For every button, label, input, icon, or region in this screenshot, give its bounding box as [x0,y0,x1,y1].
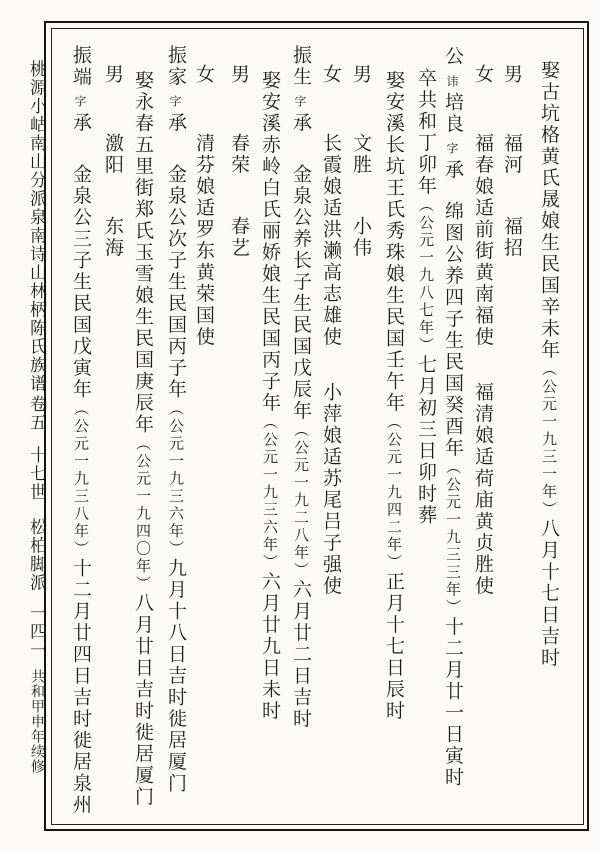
birth-date: 十二月廿一日寅时 [442,616,463,789]
marriage-text: 娶永春五里街郑氏玉雪娘生民国庚辰年 [132,70,153,436]
son-name: 春荣 [228,132,249,176]
sons-label: 男 [501,64,522,86]
marriage-text: 娶安溪长坑王氏秀珠娘生民国壬午年 [383,70,404,414]
courtesy-name: 承 [290,112,311,134]
gregorian-year: （公元一九三六年） [167,400,183,558]
lineage-text: 金泉公三子生民国戊寅年 [70,164,91,401]
courtesy-marker: 字 [293,95,307,110]
given-name: 振家 [165,45,186,88]
spine-generation: 十七世 [27,446,46,502]
col-zhenjia-sons [101,64,123,259]
son-name: 文胜 [350,132,371,176]
col-zhenjia-header [164,45,186,795]
gregorian-year: （公元一九二八年） [292,422,308,580]
son-name: 小伟 [350,215,371,259]
spine-edition: 共和甲申年续修 [29,669,44,774]
col-zhensheng-daughters [192,64,214,348]
spine-branch: 松柏脚派 [27,517,46,592]
sons-label: 男 [102,64,123,86]
marriage-date: 八月十七日吉时 [538,518,559,669]
son-name: 福河 [501,132,522,176]
courtesy-name: 承 [70,112,91,134]
given-name: 培良 [442,92,463,135]
gregorian-year: （公元一九四〇年） [134,435,150,593]
sons-label: 男 [350,64,371,86]
daughter-line: 福春娘适前街黄南福使 [472,132,493,348]
birth-date: 九月十八日吉时徙居厦门 [165,558,186,795]
col-continued-sons [500,64,522,259]
marriage-date: 正月十七日辰时 [383,571,404,722]
lineage-text: 金泉公养长子生民国戊辰年 [290,164,311,422]
col-continued-daughters [471,64,493,597]
daughter-line: 小萍娘适苏尾吕子强使 [320,381,341,597]
son-name: 东海 [102,215,123,259]
son-name: 福招 [501,215,522,259]
courtesy-marker: 字 [73,95,87,110]
birth-date: 六月廿二日吉时 [290,579,311,730]
courtesy-marker: 字 [168,95,182,110]
col-peiliang-death [414,68,436,527]
death-date: 七月初三日卯时葬 [415,354,436,527]
col-peiliang-header [441,46,463,789]
gregorian-year: （公元一九三八年） [72,400,88,558]
daughters-label: 女 [472,64,493,86]
daughters-label: 女 [320,64,341,86]
gregorian-year: （公元一九八七年） [417,197,433,355]
gregorian-year: （公元一九三六年） [261,414,277,572]
gregorian-year: （公元一九三一年） [540,361,556,519]
marriage-date: 八月廿日吉时徙居厦门 [132,593,153,808]
col-peiliang-sons [349,64,371,259]
lineage-text: 金泉公次子生民国丙子年 [165,164,186,401]
son-name: 春艺 [228,215,249,259]
spine-volume: 卷五 [27,395,46,432]
lineage-text: 绵图公养四子生民国癸酉年 [442,201,463,459]
col-continued-marriage [537,60,559,669]
sons-label: 男 [228,64,249,86]
col-zhensheng-sons [227,64,249,259]
daughters-label: 女 [193,64,214,86]
son-name: 激阳 [102,132,123,176]
marriage-text: 娶古坑格黄氏晟娘生民国辛未年 [538,60,559,361]
spine-title: 桃源小岵南山分派泉南诗山林柄陈氏族谱 [27,60,46,393]
marriage-text: 娶安溪赤岭白氏丽娇娘生民国丙子年 [259,70,280,414]
gregorian-year: （公元一九四二年） [385,414,401,572]
taboo-marker: 讳 [445,74,459,89]
marriage-date: 六月廿九日未时 [259,571,280,722]
col-zhensheng-header [289,45,311,730]
col-peiliang-daughters [319,64,341,597]
courtesy-name: 承 [442,159,463,181]
col-zhenjia-marriage [131,70,153,808]
daughter-line: 福清娘适荷庙黄贞胜使 [472,381,493,597]
daughter-line: 长霞娘适洪濑高志雄使 [320,132,341,348]
honorific: 公 [442,46,463,68]
given-name: 振生 [290,45,311,88]
col-zhensheng-marriage [258,70,280,722]
death-text: 卒共和丁卯年 [415,68,436,197]
spine-page-number: 一四一 [27,603,46,659]
daughter-line: 清芬娘适罗东黄荣国使 [193,132,214,348]
gregorian-year: （公元一九三三年） [444,459,460,617]
birth-date: 十二月廿四日吉时徙居泉州 [70,558,91,816]
given-name: 振端 [70,45,91,88]
courtesy-name: 承 [165,112,186,134]
col-peiliang-marriage [382,70,404,722]
courtesy-marker: 字 [445,142,459,157]
col-zhenduan-header [69,45,91,816]
